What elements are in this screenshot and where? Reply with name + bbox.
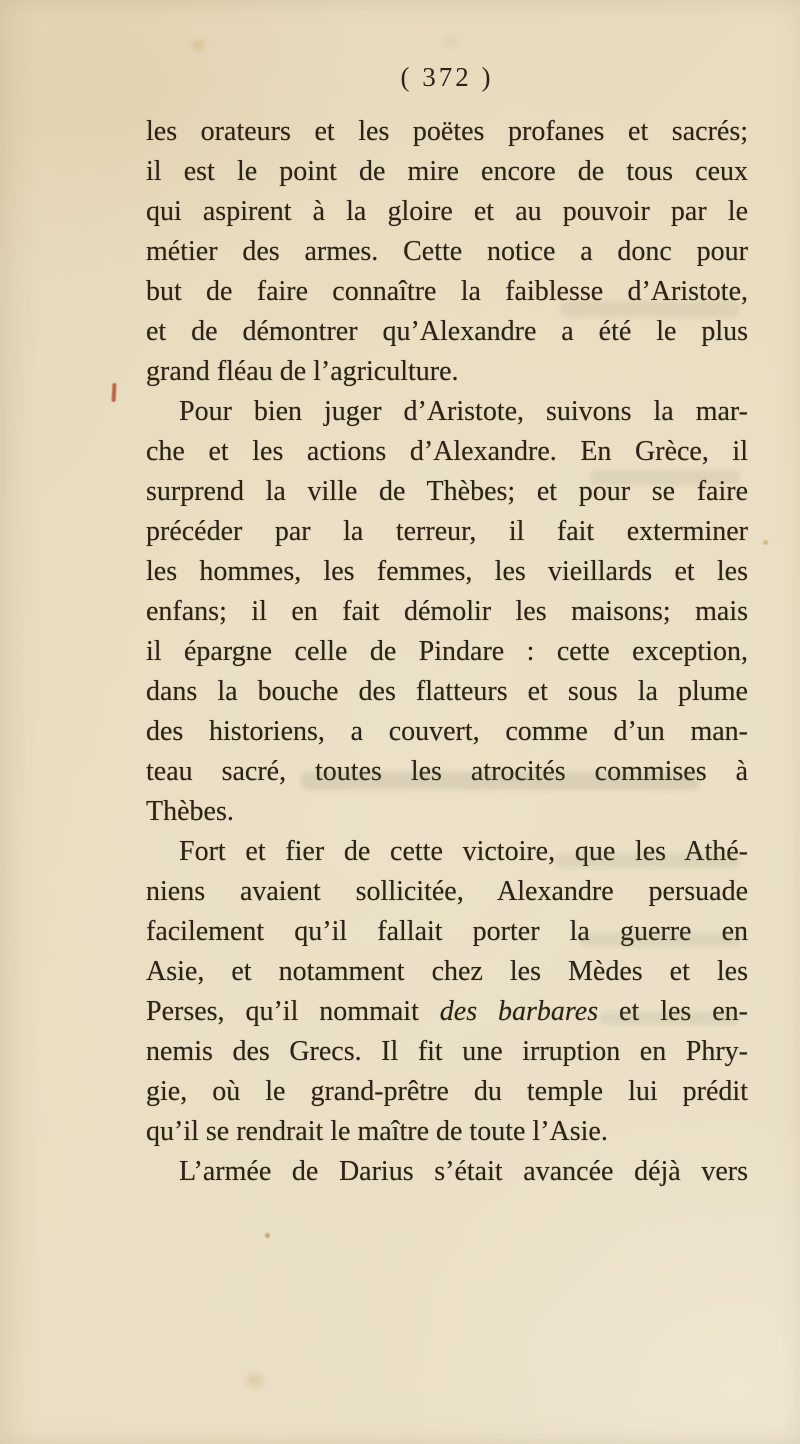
- show-through-smudge: [300, 772, 700, 790]
- text-line: qu’il se rendrait le maître de toute l’Asie.: [146, 1116, 608, 1147]
- text-line: il épargne celle de Pindare : cette exception,: [146, 636, 748, 667]
- text-line: et de démontrer qu’Alexandre a été le plus: [146, 316, 748, 347]
- italic-text-segment: des barbares: [439, 996, 599, 1027]
- text-line: teau sacré, toutes les atrocités commises à: [146, 756, 748, 787]
- text-line: but de faire connaître la faiblesse d’Aristote,: [146, 276, 748, 307]
- text-line: les hommes, les femmes, les vieillards et les: [146, 556, 748, 587]
- text-line: surprend la ville de Thèbes; et pour se faire: [146, 476, 748, 507]
- paragraph: [146, 392, 748, 832]
- text-line: facilement qu’il fallait porter la guerre en: [146, 916, 748, 947]
- text-line: les orateurs et les poëtes profanes et sacrés;: [146, 116, 748, 147]
- text-segment: et les en-: [598, 996, 748, 1027]
- text-line: che et les actions d’Alexandre. En Grèce, il: [146, 436, 748, 467]
- text-line: grand fléau de l’agriculture.: [146, 356, 459, 387]
- show-through-smudge: [590, 470, 740, 485]
- text-line: enfans; il en fait démolir les maisons; mais: [146, 596, 748, 627]
- show-through-smudge: [560, 301, 740, 317]
- show-through-smudge: [580, 933, 740, 947]
- show-through-smudge: [555, 853, 740, 868]
- paper-stain: [443, 38, 459, 46]
- paragraph: [146, 1152, 748, 1192]
- paragraph: [146, 832, 748, 1152]
- text-line: Pour bien juger d’Aristote, suivons la mar-: [179, 396, 748, 427]
- text-line: dans la bouche des flatteurs et sous la plume: [146, 676, 748, 707]
- text-line: gie, où le grand-prêtre du temple lui prédit: [146, 1076, 748, 1107]
- paper-stain: [192, 40, 204, 50]
- text-line: Fort et fier de cette victoire, que les Athé-: [179, 836, 748, 867]
- paper-stain: [763, 540, 768, 545]
- text-line: précéder par la terreur, il fait exterminer: [146, 516, 748, 547]
- red-ink-mark: [112, 383, 117, 402]
- text-line: nemis des Grecs. Il fit une irruption en Phry-: [146, 1036, 748, 1067]
- text-line: il est le point de mire encore de tous ceux: [146, 156, 748, 187]
- page-text-block: [146, 112, 748, 1192]
- page-number: ( 372 ): [400, 62, 494, 92]
- paper-stain: [265, 1233, 270, 1238]
- text-segment: Perses, qu’il nommait: [146, 996, 440, 1027]
- paragraph: [146, 112, 748, 392]
- text-line: L’armée de Darius s’était avancée déjà vers: [179, 1156, 748, 1187]
- text-line: Thèbes.: [146, 796, 234, 827]
- text-line: des historiens, a couvert, comme d’un man-: [146, 716, 748, 747]
- text-line: métier des armes. Cette notice a donc pour: [146, 236, 748, 267]
- text-line: qui aspirent à la gloire et au pouvoir par le: [146, 196, 748, 227]
- show-through-smudge: [600, 1012, 740, 1025]
- text-line: niens avaient sollicitée, Alexandre persuade: [146, 876, 748, 907]
- paper-stain: [246, 1374, 264, 1387]
- text-line: Asie, et notamment chez les Mèdes et les: [146, 956, 748, 987]
